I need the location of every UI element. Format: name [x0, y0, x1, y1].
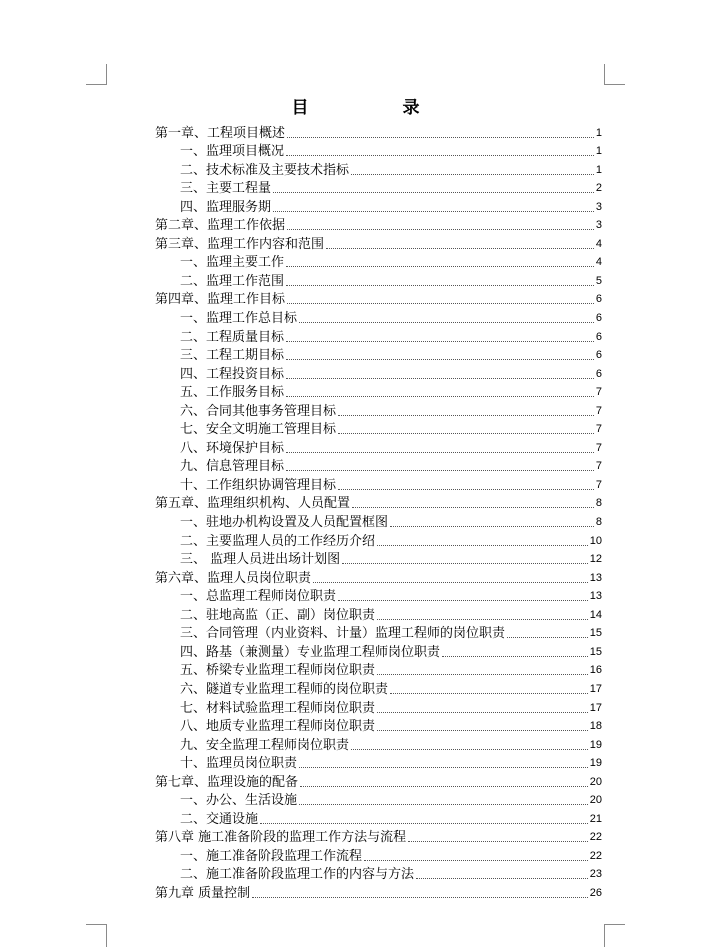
toc-chapter-entry[interactable]: [155, 882, 602, 901]
toc-entry-label: 第一章、工程项目概述: [155, 125, 286, 141]
toc-leader-dots: [338, 415, 594, 416]
toc-entry-label: 第六章、监理人员岗位职责: [155, 570, 312, 586]
toc-entry-label: 五、工作服务目标: [180, 385, 285, 401]
toc-page-number: 6: [595, 330, 602, 343]
toc-leader-dots: [260, 823, 588, 824]
toc-leader-dots: [338, 433, 594, 434]
toc-leader-dots: [286, 285, 594, 286]
toc-leader-dots: [338, 600, 588, 601]
toc-chapter-entry[interactable]: [155, 567, 602, 586]
toc-leader-dots: [390, 526, 594, 527]
toc-section-entry[interactable]: [155, 456, 602, 475]
toc-chapter-entry[interactable]: [155, 122, 602, 141]
toc-page-number: 17: [589, 701, 602, 714]
toc-leader-dots: [286, 266, 594, 267]
toc-page-number: 14: [589, 608, 602, 621]
toc-page-number: 12: [589, 553, 602, 566]
toc-leader-dots: [273, 192, 594, 193]
toc-page-number: 2: [595, 182, 602, 195]
toc-page-number: 4: [595, 237, 602, 250]
crop-mark-bottom-left: [86, 924, 107, 947]
toc-page-number: 15: [589, 645, 602, 658]
toc-page-number: 26: [589, 886, 602, 899]
toc-entry-label: 一、总监理工程师岗位职责: [180, 589, 337, 605]
toc-page-number: 1: [595, 163, 602, 176]
toc-leader-dots: [286, 155, 594, 156]
toc-chapter-entry[interactable]: [155, 827, 602, 846]
toc-leader-dots: [286, 396, 594, 397]
toc-entry-label: 二、技术标准及主要技术指标: [180, 162, 350, 178]
toc-entry-label: 第九章 质量控制: [155, 885, 251, 901]
toc-page-number: 7: [595, 404, 602, 417]
toc-chapter-entry[interactable]: [155, 771, 602, 790]
toc-page-number: 19: [589, 757, 602, 770]
toc-section-entry[interactable]: [155, 159, 602, 178]
toc-leader-dots: [351, 174, 594, 175]
toc-page-number: 21: [589, 812, 602, 825]
toc-section-entry[interactable]: [155, 845, 602, 864]
toc-leader-dots: [326, 248, 594, 249]
toc-section-entry[interactable]: [155, 270, 602, 289]
toc-section-entry[interactable]: [155, 196, 602, 215]
toc-leader-dots: [342, 563, 588, 564]
toc-leader-dots: [287, 303, 594, 304]
toc-leader-dots: [377, 730, 588, 731]
toc-section-entry[interactable]: [155, 345, 602, 364]
toc-section-entry[interactable]: [155, 753, 602, 772]
toc-entry-label: 四、监理服务期: [180, 199, 272, 215]
toc-entry-label: 一、驻地办机构设置及人员配置框图: [180, 515, 389, 531]
toc-entry-label: 七、材料试验监理工程师岗位职责: [180, 700, 376, 716]
toc-page-number: 23: [589, 868, 602, 881]
toc-section-entry[interactable]: [155, 678, 602, 697]
toc-entry-label: 三、工程工期目标: [180, 348, 285, 364]
toc-section-entry[interactable]: [155, 623, 602, 642]
toc-section-entry[interactable]: [155, 511, 602, 530]
toc-section-entry[interactable]: [155, 530, 602, 549]
toc-page-number: 17: [589, 682, 602, 695]
toc-chapter-entry[interactable]: [155, 289, 602, 308]
toc-entry-label: 二、监理工作范围: [180, 273, 285, 289]
toc-section-entry[interactable]: [155, 252, 602, 271]
crop-mark-top-left: [86, 64, 107, 85]
toc-section-entry[interactable]: [155, 400, 602, 419]
crop-mark-bottom-right: [604, 924, 625, 947]
toc-leader-dots: [416, 878, 588, 879]
toc-entry-label: 八、地质专业监理工程师岗位职责: [180, 719, 376, 735]
toc-leader-dots: [442, 656, 588, 657]
toc-entry-label: 六、合同其他事务管理目标: [180, 403, 337, 419]
toc-entry-label: 第四章、监理工作目标: [155, 292, 286, 308]
toc-page-number: 19: [589, 738, 602, 751]
toc-section-entry[interactable]: [155, 734, 602, 753]
toc-entry-label: 一、监理工作总目标: [180, 311, 298, 327]
toc-chapter-entry[interactable]: [155, 233, 602, 252]
toc-entry-label: 第三章、监理工作内容和范围: [155, 236, 325, 252]
toc-entry-label: 三、合同管理（内业资料、计量）监理工程师的岗位职责: [180, 626, 506, 642]
toc-leader-dots: [286, 378, 594, 379]
toc-page-number: 16: [589, 664, 602, 677]
toc-leader-dots: [299, 322, 594, 323]
toc-entry-label: 第七章、监理设施的配备: [155, 774, 299, 790]
toc-section-entry[interactable]: [155, 307, 602, 326]
toc-entry-label: 二、主要监理人员的工作经历介绍: [180, 533, 376, 549]
toc-page-number: 6: [595, 293, 602, 306]
toc-page-number: 8: [595, 516, 602, 529]
toc-entry-label: 三、 监理人员进出场计划图: [180, 552, 341, 568]
toc-entry-label: 九、安全监理工程师岗位职责: [180, 737, 350, 753]
toc-section-entry[interactable]: [155, 363, 602, 382]
toc-page-number: 7: [595, 441, 602, 454]
toc-section-entry[interactable]: [155, 326, 602, 345]
toc-section-entry[interactable]: [155, 549, 602, 568]
toc-leader-dots: [273, 211, 594, 212]
toc-leader-dots: [377, 545, 588, 546]
toc-leader-dots: [390, 693, 588, 694]
toc-page-number: 1: [595, 126, 602, 139]
toc-page-number: 4: [595, 256, 602, 269]
toc-section-entry[interactable]: [155, 808, 602, 827]
toc-section-entry[interactable]: [155, 586, 602, 605]
crop-mark-top-right: [604, 64, 625, 85]
toc-page-number: 20: [589, 794, 602, 807]
toc-entry-label: 二、交通设施: [180, 811, 259, 827]
toc-leader-dots: [286, 359, 594, 360]
toc-leader-dots: [352, 507, 594, 508]
toc-entry-label: 五、桥梁专业监理工程师岗位职责: [180, 663, 376, 679]
toc-section-entry[interactable]: [155, 419, 602, 438]
toc-chapter-entry[interactable]: [155, 215, 602, 234]
toc-page-number: 6: [595, 312, 602, 325]
toc-section-entry[interactable]: [155, 178, 602, 197]
toc-leader-dots: [286, 452, 594, 453]
toc-leader-dots: [377, 712, 588, 713]
toc-leader-dots: [287, 137, 594, 138]
toc-entry-label: 三、主要工程量: [180, 181, 272, 197]
toc-page-number: 22: [589, 849, 602, 862]
toc-leader-dots: [377, 674, 588, 675]
toc-leader-dots: [300, 786, 588, 787]
toc-page-number: 18: [589, 720, 602, 733]
toc-page-number: 5: [595, 274, 602, 287]
toc-page-number: 7: [595, 478, 602, 491]
toc-leader-dots: [287, 229, 594, 230]
toc-entry-label: 一、施工准备阶段监理工作流程: [180, 848, 363, 864]
toc-entry-label: 八、环境保护目标: [180, 440, 285, 456]
toc-section-entry[interactable]: [155, 141, 602, 160]
toc-leader-dots: [313, 582, 588, 583]
table-of-contents: [155, 122, 602, 901]
toc-entry-label: 第二章、监理工作依据: [155, 218, 286, 234]
toc-section-entry[interactable]: [155, 697, 602, 716]
toc-page-number: 3: [595, 219, 602, 232]
toc-section-entry[interactable]: [155, 474, 602, 493]
toc-leader-dots: [286, 470, 594, 471]
toc-page-number: 13: [589, 571, 602, 584]
toc-page-number: 22: [589, 831, 602, 844]
toc-entry-label: 四、工程投资目标: [180, 366, 285, 382]
toc-entry-label: 十、工作组织协调管理目标: [180, 477, 337, 493]
toc-page-number: 13: [589, 590, 602, 603]
toc-section-entry[interactable]: [155, 790, 602, 809]
toc-section-entry[interactable]: [155, 660, 602, 679]
toc-page-number: 7: [595, 423, 602, 436]
toc-page-number: 7: [595, 386, 602, 399]
toc-leader-dots: [364, 860, 588, 861]
toc-entry-label: 二、工程质量目标: [180, 329, 285, 345]
toc-leader-dots: [507, 637, 588, 638]
toc-leader-dots: [299, 767, 588, 768]
toc-section-entry[interactable]: [155, 864, 602, 883]
toc-entry-label: 第五章、监理组织机构、人员配置: [155, 496, 351, 512]
toc-leader-dots: [252, 897, 588, 898]
toc-entry-label: 十、监理员岗位职责: [180, 756, 298, 772]
toc-section-entry[interactable]: [155, 716, 602, 735]
toc-entry-label: 二、施工准备阶段监理工作的内容与方法: [180, 867, 415, 883]
toc-page-number: 6: [595, 367, 602, 380]
toc-page-number: 1: [595, 145, 602, 158]
toc-leader-dots: [351, 749, 588, 750]
toc-page-number: 20: [589, 775, 602, 788]
toc-entry-label: 第八章 施工准备阶段的监理工作方法与流程: [155, 830, 407, 846]
toc-page-number: 7: [595, 460, 602, 473]
toc-section-entry[interactable]: [155, 604, 602, 623]
toc-page-number: 8: [595, 497, 602, 510]
toc-section-entry[interactable]: [155, 641, 602, 660]
toc-entry-label: 六、隧道专业监理工程师的岗位职责: [180, 681, 389, 697]
toc-leader-dots: [338, 489, 594, 490]
toc-section-entry[interactable]: [155, 382, 602, 401]
toc-page-number: 15: [589, 627, 602, 640]
toc-entry-label: 二、驻地高监（正、副）岗位职责: [180, 607, 376, 623]
toc-entry-label: 一、监理项目概况: [180, 144, 285, 160]
toc-entry-label: 七、安全文明施工管理目标: [180, 422, 337, 438]
page-title: 目 录: [291, 98, 464, 118]
toc-leader-dots: [377, 619, 588, 620]
toc-page-number: 10: [589, 534, 602, 547]
toc-entry-label: 一、办公、生活设施: [180, 793, 298, 809]
toc-leader-dots: [286, 341, 594, 342]
toc-leader-dots: [408, 841, 588, 842]
toc-page-number: 3: [595, 200, 602, 213]
toc-chapter-entry[interactable]: [155, 493, 602, 512]
toc-leader-dots: [299, 804, 588, 805]
toc-section-entry[interactable]: [155, 437, 602, 456]
toc-page-number: 6: [595, 349, 602, 362]
toc-entry-label: 一、监理主要工作: [180, 255, 285, 271]
toc-entry-label: 四、路基（兼测量）专业监理工程师岗位职责: [180, 644, 441, 660]
toc-entry-label: 九、信息管理目标: [180, 459, 285, 475]
